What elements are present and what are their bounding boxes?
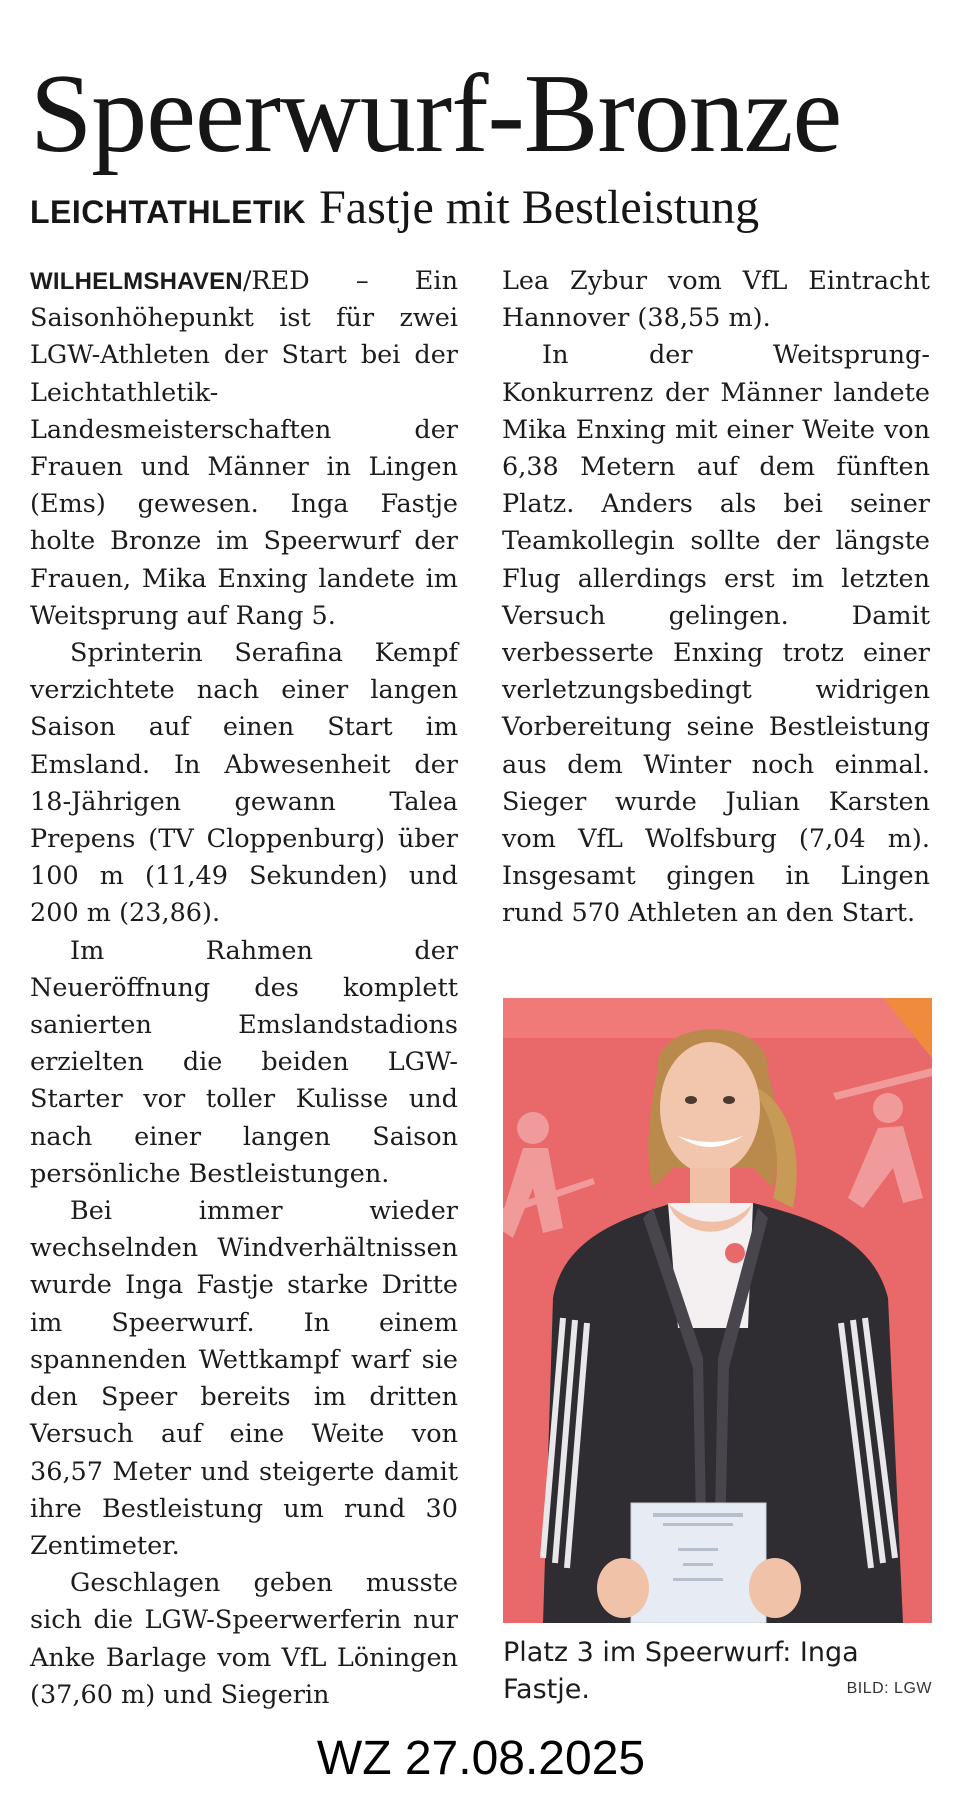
photo-credit: BILD: LGW — [846, 1680, 932, 1697]
paragraph: Im Rahmen der Neueröffnung des komplett sanierten Emslandstadions erzielten die beiden LGW-Starter vor toller Kulisse und nach einer langen Saison persönliche Bestleistungen. — [30, 935, 458, 1189]
section-kicker: LEICHTATHLETIK — [30, 194, 306, 230]
athlete-photo-illustration — [503, 998, 932, 1623]
athlete-photo — [503, 998, 932, 1623]
article-column-right — [502, 263, 930, 933]
paragraph: In der Weitsprung-Konkurrenz der Männer landete Mika Enxing mit einer Weite von 6,38 Metern auf dem fünften Platz. Anders als bei seiner Teamkollegin sollte der längste Flug allerdings erst im letzten Versuch gelingen. Damit verbesserte Enxing trotz einer verletzungsbedingt widrigen Vorbereitung seine Bestleistung aus dem Winter noch einmal. Sieger wurde Julian Karsten vom VfL Wolfsburg (7,04 m). Insgesamt gingen in Lingen rund 570 Athleten an den Start. — [502, 340, 930, 929]
paragraph: Bei immer wieder wechselnden Windverhältnissen wurde Inga Fastje starke Dritte im Speerwurf. In einem spannenden Wettkampf warf sie den Speer bereits im dritten Versuch auf eine Weite von 36,57 Meter und steigerte damit ihre Bestleistung um rund 30 Zentimeter. — [30, 1196, 458, 1561]
paragraph-text: Ein Saisonhöhepunkt ist für zwei LGW-Athleten der Start bei der Leichtathletik-Landesmeisterschaften der Frauen und Männer in Lingen (Ems) gewesen. Inga Fastje holte Bronze im Speerwurf der Frauen, Mika Enxing landete im Weitsprung auf Rang 5. — [30, 266, 458, 631]
source-date-label: WZ 27.08.2025 — [316, 1732, 646, 1785]
dateline-suffix: /RED – — [242, 266, 415, 296]
photo-caption: Platz 3 im Speerwurf: Inga Fastje. — [503, 1637, 859, 1705]
paragraph: Geschlagen geben musste sich die LGW-Speerwerferin nur Anke Barlage vom VfL Löningen (37,60 m) und Siegerin — [30, 1568, 458, 1710]
headline: Speerwurf-Bronze — [30, 52, 842, 176]
paragraph-continued: Lea Zybur vom VfL Eintracht Hannover (38,55 m). — [502, 266, 930, 334]
subtitle: Fastje mit Bestleistung — [319, 181, 760, 234]
article-column-left — [30, 263, 458, 1714]
paragraph-intro — [30, 263, 458, 635]
subheadline — [30, 180, 759, 235]
paragraph: Sprinterin Serafina Kempf verzichtete nach einer langen Saison auf einen Start im Emsland. In Abwesenheit der 18-Jährigen gewann Talea Prepens (TV Cloppenburg) über 100 m (11,49 Sekunden) und 200 m (23,86). — [30, 638, 458, 929]
dateline: WILHELMSHAVEN — [30, 268, 243, 295]
